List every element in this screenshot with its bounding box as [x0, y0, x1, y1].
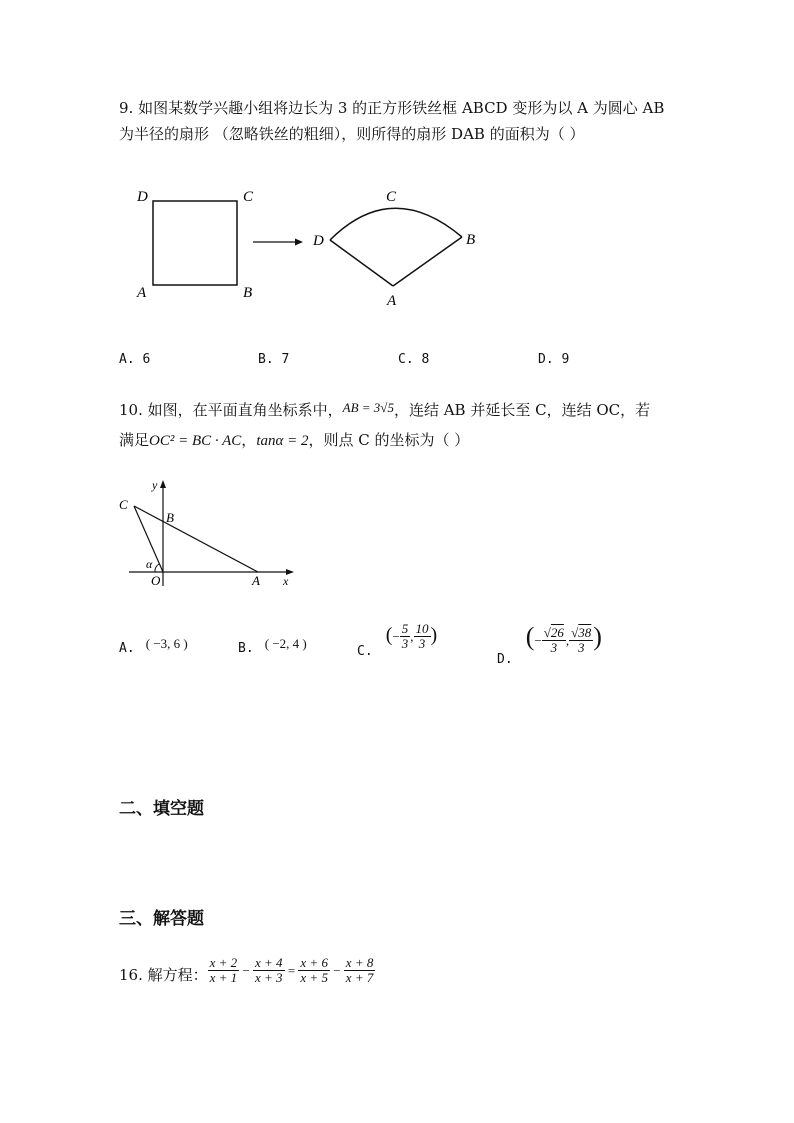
q9-option-d: D. 9	[538, 352, 570, 367]
q10-ab-equation: AB = 3√5	[342, 400, 394, 415]
graph-label-alpha: α	[146, 557, 153, 571]
q10-option-c-open-paren: (	[385, 624, 393, 646]
sector-label-a: A	[387, 293, 397, 309]
q10-option-d-label: D.	[497, 652, 513, 667]
q10-number: 10.	[119, 401, 143, 419]
y-axis-arrow-icon	[160, 480, 166, 488]
graph-label-y: y	[152, 478, 158, 492]
q9-option-b: B. 7	[258, 352, 290, 367]
graph-label-a: A	[252, 573, 260, 588]
q10-figure	[112, 475, 302, 590]
q10-option-d-frac-x: $\frac{√26}{3}$	[543, 625, 564, 655]
q10-option-d-minus: −	[534, 633, 542, 648]
q10-option-b	[238, 632, 307, 662]
q9-text-line1: 如图某数学兴趣小组将边长为 3 的正方形铁丝框 ABCD 变形为以 A 为圆心 AB	[138, 99, 665, 117]
square-label-b: B	[243, 285, 253, 301]
q10-option-a-label: A.	[119, 641, 135, 656]
q16-prefix: 16. 解方程：	[119, 966, 208, 984]
q9-text-line2: 为半径的扇形 （忽略铁丝的粗细），则所得的扇形 DAB 的面积为（ ）	[119, 125, 585, 143]
section-solve-heading: 三、解答题	[119, 909, 204, 929]
q10-oc-equation: OC² = BC · AC	[149, 433, 242, 449]
segment-ca	[134, 506, 258, 572]
arrow-head-icon	[295, 239, 303, 246]
q10-option-c-frac-x: $\frac{5}{3}$	[401, 621, 409, 651]
q10-option-c-comma: ,	[410, 629, 414, 644]
sector-label-c: C	[386, 189, 397, 205]
q9-figure	[120, 175, 500, 315]
sector-label-b: B	[466, 232, 476, 248]
q10-option-d-open-paren: (	[525, 622, 535, 651]
square-abcd	[153, 201, 237, 285]
q9-option-c: C. 8	[398, 352, 430, 367]
q10-option-c-close-paren: )	[430, 624, 438, 646]
sector-radius-ab	[393, 237, 462, 286]
q16-line: 16. 解方程： $\frac{x + 2}{x + 1}$ − $\frac{x + 4}{x + 3}$ = $\frac{x + 6}{x + 5}$ − $\frac{x + 8}{x + 7}$	[119, 955, 374, 985]
q10-text-1a: 如图，在平面直角坐标系中，	[147, 401, 343, 419]
q10-option-d-close-paren: )	[593, 622, 602, 651]
sector-arc	[330, 208, 462, 240]
q16-frac-3: $\frac{x + 6}{x + 5}$	[300, 955, 328, 985]
q10-text-2b: ，	[241, 431, 257, 449]
q10-tan-equation: tanα = 2	[256, 433, 309, 449]
q10-line1	[119, 398, 650, 423]
sector-radius-ad	[330, 240, 393, 286]
graph-label-x: x	[283, 574, 289, 588]
q10-option-d	[497, 622, 602, 667]
q10-option-c-minus: −	[392, 629, 400, 644]
q10-option-b-value: ( −2, 4 )	[264, 636, 307, 651]
q10-option-d-comma: ,	[565, 633, 570, 648]
q10-text-1b: ，连结 AB 并延长至 C，连结 OC，若	[393, 401, 651, 419]
q10-option-c-frac-y: $\frac{10}{3}$	[415, 621, 429, 651]
q10-line2	[119, 428, 469, 453]
q9-line1	[119, 96, 664, 120]
angle-alpha-arc	[155, 564, 159, 572]
q10-option-a	[119, 632, 188, 662]
q10-text-2a: 满足	[119, 431, 150, 449]
q10-option-c	[357, 621, 438, 659]
square-label-c: C	[243, 189, 254, 205]
graph-label-b: B	[166, 510, 174, 525]
q10-option-d-frac-y: $\frac{√38}{3}$	[571, 625, 592, 655]
q9-option-a: A. 6	[119, 352, 151, 367]
q16-frac-4: $\frac{x + 8}{x + 7}$	[345, 955, 374, 985]
q16-frac-1: $\frac{x + 2}{x + 1}$	[209, 955, 238, 985]
q10-option-b-label: B.	[238, 641, 254, 656]
q9-number: 9.	[119, 99, 134, 117]
square-label-a: A	[137, 285, 147, 301]
graph-label-c: C	[119, 497, 128, 512]
q10-option-a-value: ( −3, 6 )	[145, 636, 188, 651]
section-fill-in-heading: 二、填空题	[119, 799, 204, 819]
q10-text-2c: ，则点 C 的坐标为（ ）	[308, 431, 470, 449]
q16-frac-2: $\frac{x + 4}{x + 3}$	[255, 955, 283, 985]
q10-option-c-label: C.	[357, 644, 373, 659]
sector-label-d: D	[313, 233, 324, 249]
square-label-d: D	[137, 189, 148, 205]
graph-label-o: O	[151, 573, 161, 588]
